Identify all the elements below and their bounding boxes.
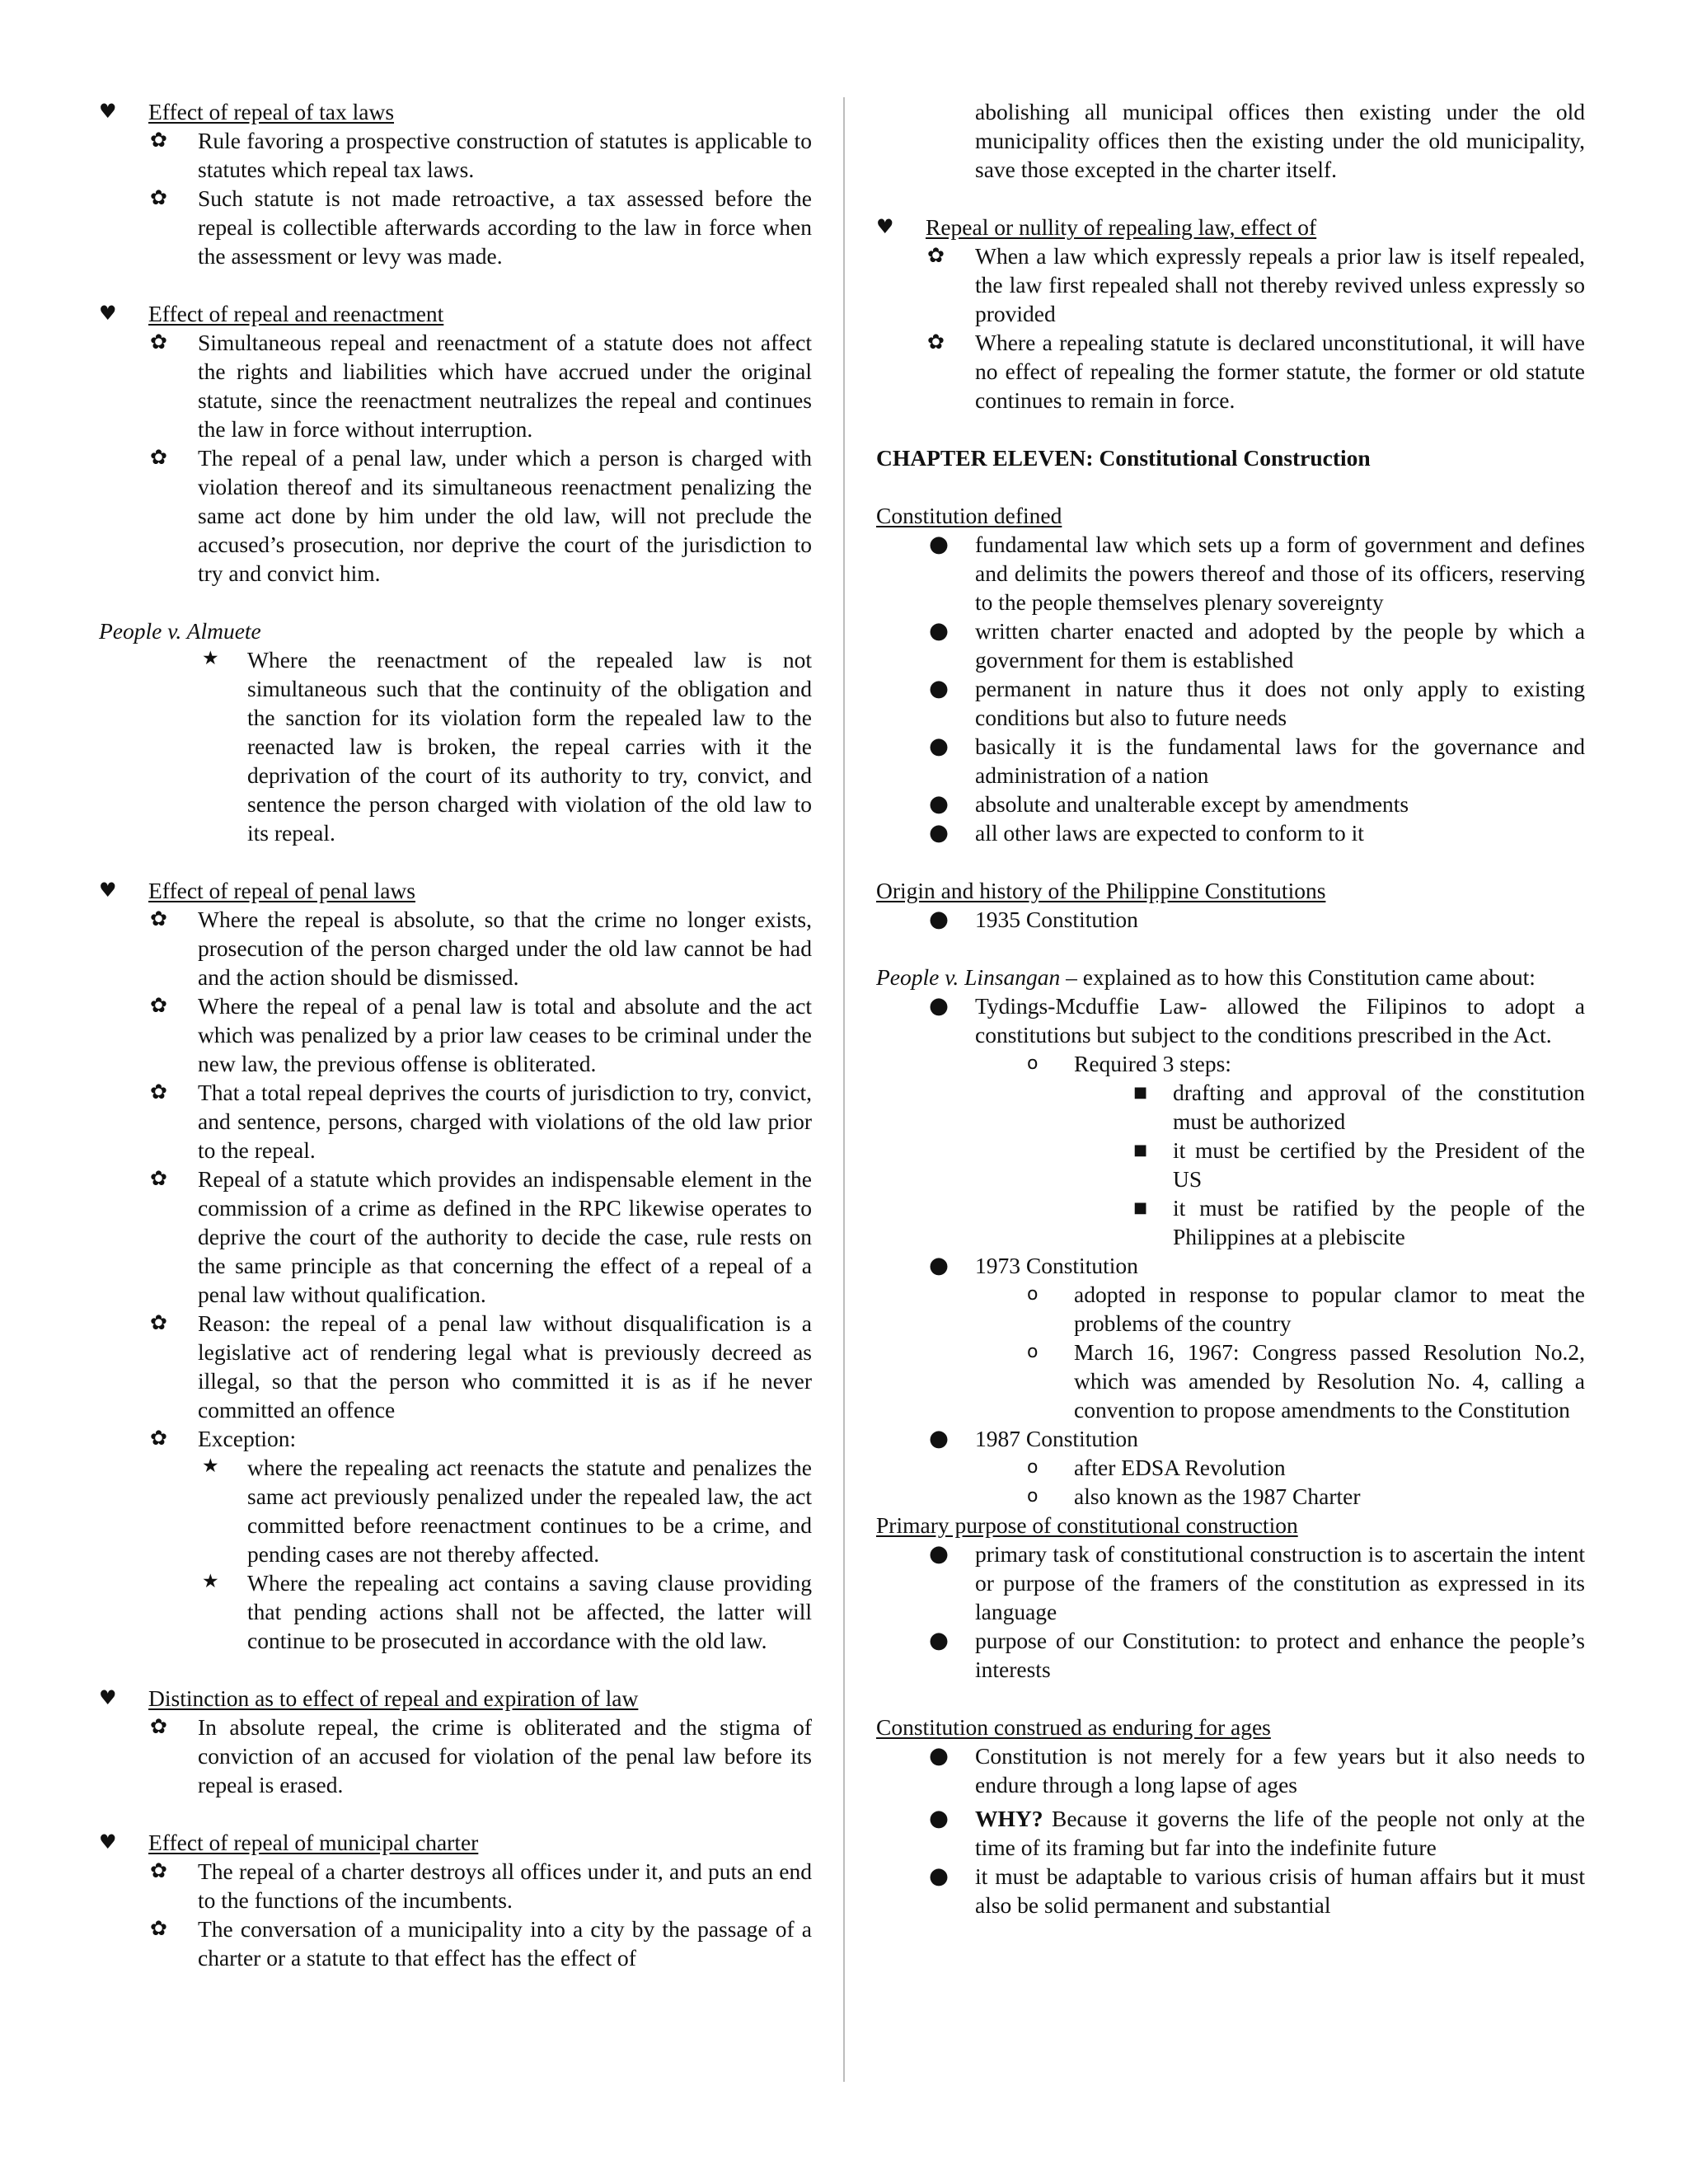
list-item: ★ Where the reenactment of the repealed law is not simultaneous such that the continuity of the obligation and the sanction for its violation form the repealed law to the reenacted law is broken, the repeal carries with it the deprivation of the court of its authority to try, convict, and sentence the person charged with violation of the old law to its repeal. (99, 645, 812, 847)
list-item: ● Constitution is not merely for a few years but it also needs to endure through a long lapse of ages (929, 1742, 1585, 1797)
section-repealing-law-nullity (876, 213, 1585, 415)
section-heading: Repeal or nullity of repealing law, effect of (926, 214, 1317, 240)
list-item: ● permanent in nature thus it does not only apply to existing conditions but also to future needs (929, 675, 1585, 730)
heart-bullet-icon: ♥ (99, 1830, 117, 1854)
section-heading: Effect of repeal and reenactment (148, 301, 444, 326)
section-heading: Origin and history of the Philippine Constitutions (876, 878, 1326, 903)
square-bullet-icon: ■ (1133, 1141, 1148, 1159)
circle-bullet-icon: o (1027, 1457, 1039, 1478)
section-heading: Effect of repeal of municipal charter (148, 1830, 479, 1855)
list-item: ✿ That a total repeal deprives the courts of jurisdiction to try, convict, and sentence, persons, charged with violations of the old law prior to the repeal. (99, 1078, 812, 1165)
column-divider (843, 97, 845, 2082)
chapter-title: CHAPTER ELEVEN: Constitutional Construction (876, 445, 1371, 471)
list-item: ● Tydings-Mcduffie Law- allowed the Filipinos to adopt a constitutions but subject to the conditions prescribed in the Act. (929, 992, 1585, 1047)
list-item: ✿ Where the repeal is absolute, so that the crime no longer exists, prosecution of the person charged under the old law cannot be had and the action should be dismissed. (99, 905, 812, 991)
disc-bullet-icon: ● (929, 733, 949, 759)
flower-bullet-icon: ✿ (150, 1166, 167, 1190)
case-linsangan: People v. Linsangan – explained as to how this Constitution came about: (876, 964, 1536, 990)
disc-bullet-icon: ● (929, 675, 949, 701)
list-item-continued: abolishing all municipal offices then existing under the old municipality offices then the existing under the old municipality, save those excepted in the charter itself. (975, 99, 1585, 182)
flower-bullet-icon: ✿ (150, 1426, 167, 1450)
list-item: ● 1973 Constitution (929, 1252, 1138, 1278)
circle-bullet-icon: o (1027, 1284, 1039, 1305)
flower-bullet-icon: ✿ (927, 243, 945, 267)
disc-bullet-icon: ● (929, 1627, 949, 1653)
section-heading: Constitution defined (876, 503, 1062, 528)
flower-bullet-icon: ✿ (150, 445, 167, 469)
list-item: ■ drafting and approval of the constitution must be authorized (1133, 1080, 1585, 1134)
list-item: ● primary task of constitutional construction is to ascertain the intent or purpose of the framers of the constitution as expressed in its language (929, 1540, 1585, 1624)
list-item: ✿ The conversation of a municipality into a city by the passage of a charter or a statute to that effect has the effect of (99, 1915, 812, 1972)
list-item: o Required 3 steps: (1027, 1051, 1231, 1076)
flower-bullet-icon: ✿ (150, 330, 167, 354)
list-item: ● 1987 Constitution (929, 1425, 1138, 1451)
list-item: o after EDSA Revolution (1027, 1455, 1286, 1480)
star-bullet-icon: ★ (202, 1571, 219, 1592)
section-enduring (876, 1713, 1585, 1919)
list-item: ✿ Rule favoring a prospective construction of statutes is applicable to statutes which repeal tax laws. (99, 126, 812, 184)
section-heading: Distinction as to effect of repeal and expiration of law (148, 1685, 639, 1711)
list-item: ✿ Simultaneous repeal and reenactment of a statute does not affect the rights and liabilities which have accrued under the original statute, since the reenactment neutralizes the repeal and continues the law in force without interruption. (99, 328, 812, 443)
list-item: ✿ Reason: the repeal of a penal law without disqualification is a legislative act of rendering legal what is previously decreed as illegal, so that the person who committed it is as if he never committed an offence (99, 1309, 812, 1424)
list-item: ★ Where the repealing act contains a saving clause providing that pending actions shall not be affected, the latter will continue to be prosecuted in accordance with the old law. (99, 1568, 812, 1655)
star-bullet-icon: ★ (202, 648, 219, 669)
flower-bullet-icon: ✿ (150, 1714, 167, 1738)
list-item: ✿ The repeal of a penal law, under which a person is charged with violation thereof and its simultaneous reenactment penalizing the same act done by him under the old law, will not preclude the accused’s prosecution, nor deprive the court of the jurisdiction to try and convict him. (99, 443, 812, 588)
list-item: ● WHY? Because it governs the life of the people not only at the time of its framing but far into the indefinite future (929, 1805, 1585, 1860)
list-item: ■ it must be ratified by the people of the Philippines at a plebiscite (1133, 1195, 1585, 1249)
list-item: ✿ When a law which expressly repeals a prior law is itself repealed, the law first repealed shall not thereby revived unless expressly so provided (876, 241, 1585, 328)
list-item: ● fundamental law which sets up a form of government and defines and delimits the powers thereof and those of its officers, reserving to the people themselves plenary sovereignty (929, 531, 1585, 615)
list-item: ● purpose of our Constitution: to protect and enhance the people’s interests (929, 1627, 1585, 1682)
list-item: ● all other laws are expected to conform to it (929, 819, 1364, 846)
list-item: o March 16, 1967: Congress passed Resolution No.2, which was amended by Resolution No. 4, calling a convention to propose amendments to the Constitution (1027, 1339, 1585, 1422)
disc-bullet-icon: ● (929, 790, 949, 817)
right-column (876, 97, 1585, 1919)
left-column (99, 97, 812, 1972)
list-item: ● absolute and unalterable except by amendments (929, 790, 1409, 817)
heart-bullet-icon: ♥ (99, 100, 117, 123)
section-primary-purpose (876, 1511, 1585, 1684)
section-tax-repeal (99, 97, 812, 270)
list-item: o adopted in response to popular clamor to meat the problems of the country (1027, 1282, 1585, 1336)
list-item: ✿ Repeal of a statute which provides an indispensable element in the commission of a crime as defined in the RPC likewise operates to deprive the court of the authority to decide the case, rule rests on the same principle as that concerning the effect of a repeal of a penal law without qualification. (99, 1165, 812, 1309)
circle-bullet-icon: o (1027, 1342, 1039, 1362)
disc-bullet-icon: ● (929, 1425, 949, 1451)
disc-bullet-icon: ● (929, 531, 949, 557)
flower-bullet-icon: ✿ (150, 1310, 167, 1334)
case-almuete (99, 616, 812, 847)
flower-bullet-icon: ✿ (150, 128, 167, 152)
flower-bullet-icon: ✿ (150, 1080, 167, 1104)
disc-bullet-icon: ● (929, 906, 949, 932)
flower-bullet-icon: ✿ (150, 185, 167, 209)
disc-bullet-icon: ● (929, 1742, 949, 1769)
flower-bullet-icon: ✿ (150, 993, 167, 1017)
circle-bullet-icon: o (1027, 1053, 1039, 1074)
section-constitution-defined (876, 501, 1585, 847)
list-item: ● it must be adaptable to various crisis of human affairs but it must also be solid permanent and substantial (929, 1863, 1585, 1918)
disc-bullet-icon: ● (929, 1252, 949, 1278)
section-heading: Effect of repeal of penal laws (148, 878, 415, 903)
section-heading: Effect of repeal of tax laws (148, 99, 395, 124)
flower-bullet-icon: ✿ (927, 330, 945, 354)
disc-bullet-icon: ● (929, 1863, 949, 1889)
heart-bullet-icon: ♥ (99, 1686, 117, 1709)
list-item: ● basically it is the fundamental laws for the governance and administration of a nation (929, 733, 1585, 788)
list-item: ✿ Such statute is not made retroactive, a tax assessed before the repeal is collectible afterwards according to the law in force when the assessment or levy was made. (99, 184, 812, 270)
heart-bullet-icon: ♥ (99, 302, 117, 325)
flower-bullet-icon: ✿ (150, 907, 167, 930)
section-heading: Constitution construed as enduring for ages (876, 1714, 1271, 1740)
list-item: ✿ Exception: (99, 1424, 812, 1453)
list-item: ★ where the repealing act reenacts the statute and penalizes the same act previously penalized under the repealed law, the act committed before reenactment continues to be a crime, and pending cases are not thereby affected. (99, 1453, 812, 1568)
square-bullet-icon: ■ (1133, 1199, 1148, 1216)
heart-bullet-icon: ♥ (876, 215, 894, 238)
disc-bullet-icon: ● (929, 819, 949, 846)
list-item: o also known as the 1987 Charter (1027, 1483, 1361, 1509)
disc-bullet-icon: ● (929, 617, 949, 644)
section-heading: Primary purpose of constitutional construction (876, 1512, 1298, 1538)
list-item: ✿ The repeal of a charter destroys all offices under it, and puts an end to the functions of the incumbents. (99, 1857, 812, 1915)
list-item: ✿ Where a repealing statute is declared unconstitutional, it will have no effect of repealing the former statute, the former or old statute continues to remain in force. (876, 328, 1585, 415)
square-bullet-icon: ■ (1133, 1084, 1148, 1101)
star-bullet-icon: ★ (202, 1455, 219, 1477)
disc-bullet-icon: ● (929, 1805, 949, 1831)
list-item: ● 1935 Constitution (929, 906, 1138, 932)
list-item: ■ it must be certified by the President of the US (1133, 1137, 1585, 1192)
circle-bullet-icon: o (1027, 1486, 1039, 1507)
flower-bullet-icon: ✿ (150, 1858, 167, 1882)
disc-bullet-icon: ● (929, 1540, 949, 1567)
section-penal-repeal (99, 876, 812, 1655)
list-item: ● written charter enacted and adopted by the people by which a government for them is established (929, 617, 1585, 673)
case-title: People v. Almuete (99, 618, 261, 644)
list-item: ✿ In absolute repeal, the crime is obliterated and the stigma of conviction of an accused for violation of the penal law before its repeal is erased. (99, 1713, 812, 1799)
flower-bullet-icon: ✿ (150, 1916, 167, 1940)
heart-bullet-icon: ♥ (99, 879, 117, 902)
section-municipal-charter (99, 1828, 812, 1972)
list-item: ✿ Where the repeal of a penal law is total and absolute and the act which was penalized by a prior law ceases to be criminal under the new law, the previous offense is obliterated. (99, 991, 812, 1078)
section-repeal-reenactment (99, 299, 812, 588)
section-distinction (99, 1684, 812, 1799)
section-origin-history (876, 876, 1585, 1511)
case-title: People v. Linsangan (876, 964, 1061, 990)
disc-bullet-icon: ● (929, 992, 949, 1019)
